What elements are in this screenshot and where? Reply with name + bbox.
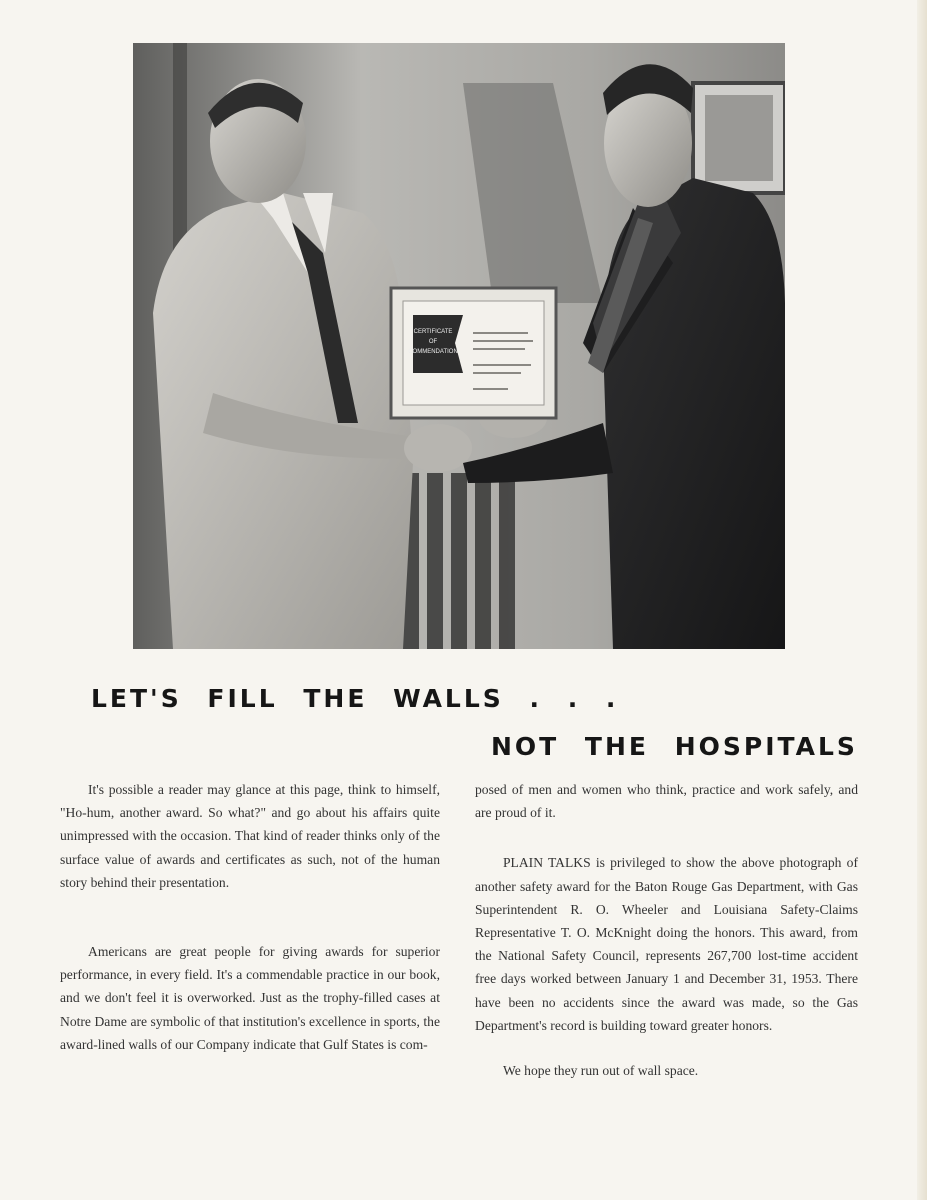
photo-scene xyxy=(133,43,785,649)
article-column-left xyxy=(60,778,440,1056)
paragraph-3: posed of men and women who think, practice and work safely, and are proud of it. xyxy=(475,782,858,821)
paragraph-5: We hope they run out of wall space. xyxy=(503,1063,699,1079)
paragraph-4: PLAIN TALKS is privileged to show the above photograph of another safety award for the Baton Rouge Gas Department, with Gas Superintendent R. O. Wheeler and Louisiana Safety-Claims Representative T. O. McKnight doing the honors. This award, from the National Safety Council, represents 267,700 lost-time accident free days worked between January 1 and December 31, 1953. There have been no accidents since the award was made, so the Gas Department's record is building toward greater honors. xyxy=(475,855,858,1033)
certificate-line-2: OF xyxy=(428,339,438,345)
award-photograph xyxy=(133,43,785,649)
paragraph-1: It's possible a reader may glance at this page, think to himself, "Ho-hum, another award. So what?" and go about his affairs quite unimpressed with the occasion. That kind of reader thinks only of the surface value of awards and certificates as such, not of the human story behind their presentation. xyxy=(60,782,440,890)
page-edge xyxy=(917,0,927,1200)
paragraph-2: Americans are great people for giving awards for superior performance, in every field. It's a commendable practice in our book, and we don't feel it is overworked. Just as the trophy-filled cases at Notre Dame are symbolic of that institution's excellence in sports, the award-lined walls of our Company indicate that Gulf States is com- xyxy=(60,944,440,1052)
certificate-line-3: COMMENDATION xyxy=(408,349,458,355)
article-column-right xyxy=(475,778,858,1082)
headline-line-1: LET'S FILL THE WALLS . . . xyxy=(91,684,619,713)
headline-line-2: NOT THE HOSPITALS xyxy=(491,732,858,761)
certificate-line-1: CERTIFICATE xyxy=(413,329,453,335)
